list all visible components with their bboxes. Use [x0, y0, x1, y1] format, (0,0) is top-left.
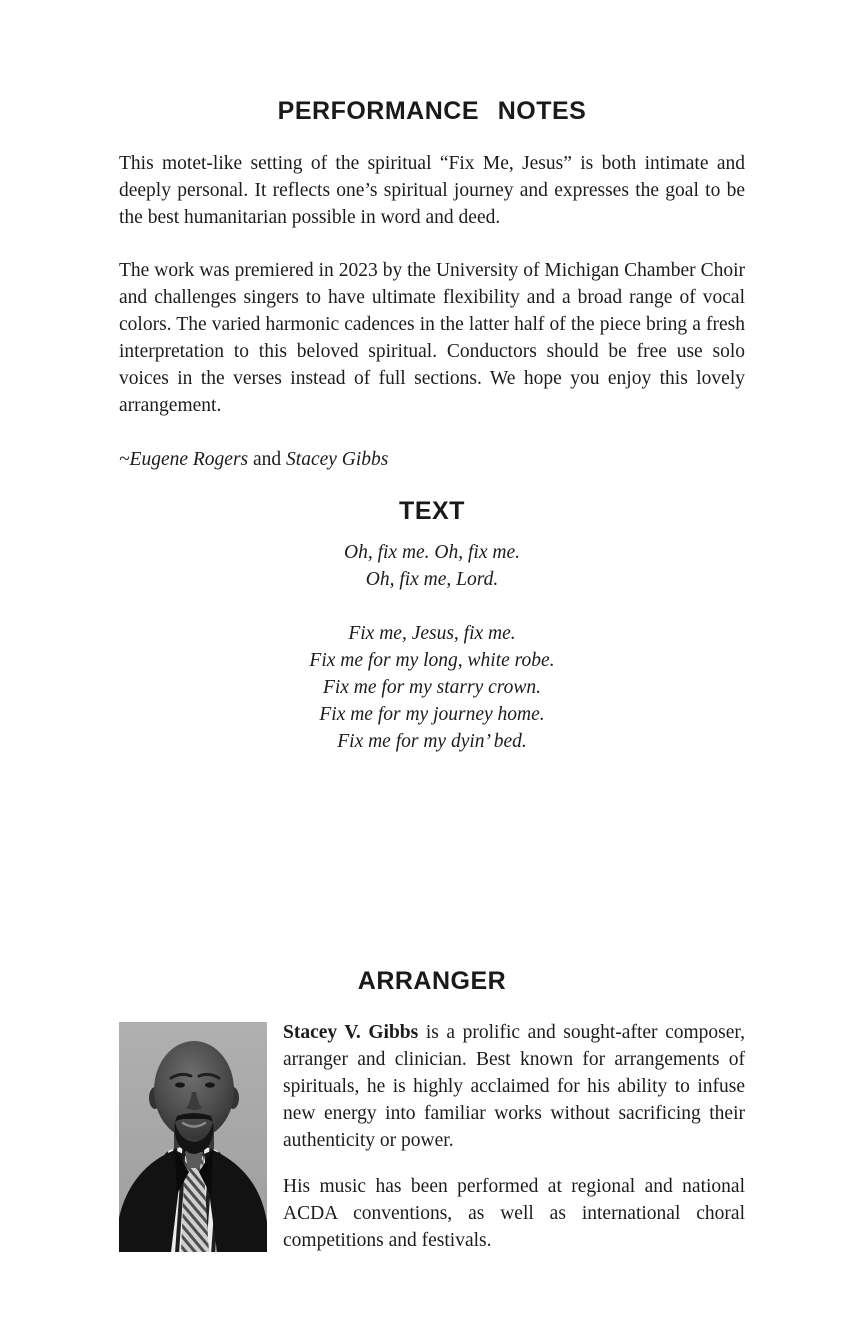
- lyric-line: Fix me for my journey home.: [319, 704, 545, 725]
- attribution-connector: and: [248, 449, 287, 470]
- portrait-illustration: [119, 1022, 267, 1252]
- lyric-line: Fix me for my starry crown.: [322, 677, 542, 698]
- lyrics-stanza-1: [119, 539, 745, 593]
- arranger-portrait-photo: [119, 1022, 267, 1252]
- performance-notes-heading: PERFORMANCE NOTES: [277, 97, 587, 125]
- lyric-line: Fix me for my dyin’ bed.: [337, 731, 527, 752]
- notes-paragraph-2: The work was premiered in 2023 by the University of Michigan Chamber Choir and challenges singers to have ultimate flexibility and a broad range of vocal colors. The varied harmonic cadences in the latter half of the piece bring a fresh interpretation to this beloved spiritual. Conductors should be free use solo voices in the verses instead of full sections. We hope you enjoy this lovely arrangement.: [119, 260, 745, 416]
- notes-paragraph-1: This motet-like setting of the spiritual “Fix Me, Jesus” is both intimate and deeply personal. It reflects one’s spiritual journey and expresses the goal to be the best humanitarian possible in word and deed.: [119, 153, 745, 228]
- bio-paragraph-2: His music has been performed at regional and national ACDA conventions, as well as international choral competitions and festivals.: [283, 1176, 745, 1251]
- bio-arranger-name: Stacey V. Gibbs: [283, 1022, 419, 1043]
- attribution-author-1: ~Eugene Rogers: [119, 449, 249, 470]
- arranger-bio-text: [283, 1022, 745, 1254]
- lyric-line: Fix me, Jesus, fix me.: [348, 623, 516, 644]
- lyrics-stanza-2: [119, 620, 745, 755]
- text-section-heading: TEXT: [399, 497, 465, 525]
- arranger-section-heading: ARRANGER: [357, 967, 507, 995]
- arranger-bio-block: [119, 1022, 745, 1254]
- lyric-line: Oh, fix me, Lord.: [365, 569, 499, 590]
- bio-paragraph-1: [283, 1019, 745, 1154]
- attribution-line: [119, 446, 745, 473]
- lyric-line: Fix me for my long, white robe.: [309, 650, 555, 671]
- lyric-line: Oh, fix me. Oh, fix me.: [344, 542, 520, 563]
- bio-paragraph-1-rest: is a prolific and sought-after composer, arranger and clinician. Best known for arrangements of spirituals, he is highly acclaimed for his ability to infuse new energy into familiar works without sacrificing their authenticity or power.: [283, 1022, 745, 1151]
- attribution-author-2: Stacey Gibbs: [286, 449, 389, 470]
